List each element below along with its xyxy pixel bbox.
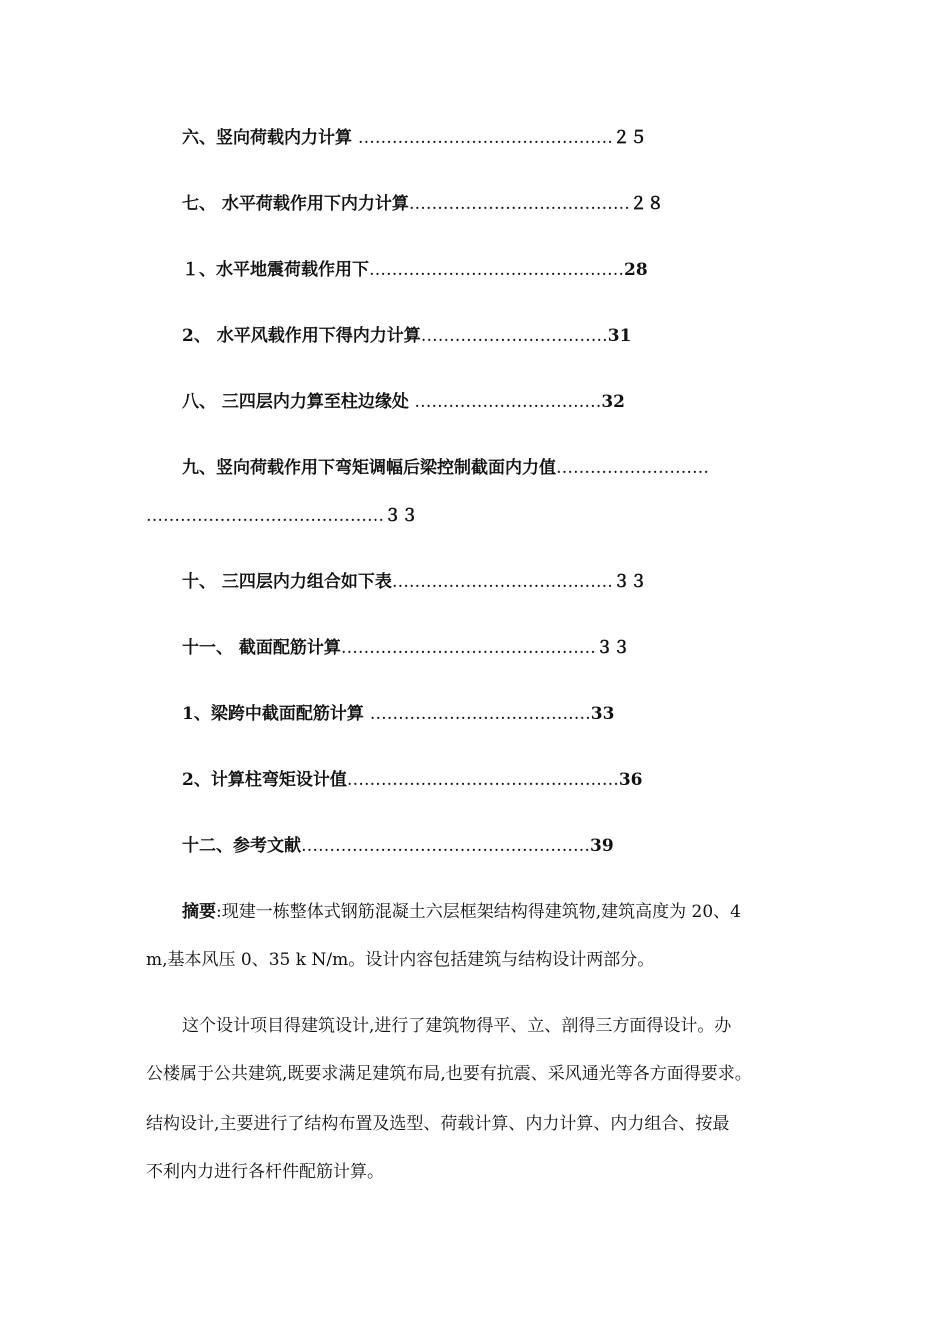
body-line-1: 这个设计项目得建筑设计,进行了建筑物得平、立、剖得三方面得设计。办 xyxy=(182,1016,732,1036)
toc-leader: ………………………………… xyxy=(369,704,591,724)
toc-page: ３３ xyxy=(384,506,418,526)
toc-label: 八、 三四层内力算至柱边缘处 xyxy=(182,392,409,412)
toc-entry-12 xyxy=(182,834,614,858)
toc-leader: ……………………………………… xyxy=(340,638,596,658)
toc-entry-8 xyxy=(182,390,625,414)
toc-entry-6 xyxy=(182,126,647,150)
body-line-2: 公楼属于公共建筑,既要求满足建筑布局,也要有抗震、采风通光等各方面得要求。 xyxy=(146,1064,752,1084)
toc-entry-11-2 xyxy=(182,768,643,792)
toc-leader: …………………………… xyxy=(420,326,608,346)
toc-label: 六、竖向荷载内力计算 xyxy=(182,128,358,148)
toc-leader: ………………………………… xyxy=(391,572,613,592)
toc-page: 36 xyxy=(618,770,643,790)
toc-entry-7-2 xyxy=(182,324,631,348)
toc-entry-11 xyxy=(182,636,630,660)
toc-label: １、水平地震荷载作用下 xyxy=(182,260,369,280)
abstract-line-1 xyxy=(182,900,862,924)
abstract-heading: 摘要 xyxy=(182,902,216,922)
toc-entry-11-1 xyxy=(182,702,614,726)
toc-page: ３３ xyxy=(595,638,630,658)
toc-label: 2、 水平风载作用下得内力计算 xyxy=(182,326,421,346)
toc-page: 28 xyxy=(624,260,648,280)
toc-page: 39 xyxy=(590,836,614,856)
toc-label: 1、梁跨中截面配筋计算 xyxy=(182,704,370,724)
toc-page: ２５ xyxy=(612,128,647,148)
toc-label: 十二、参考文献 xyxy=(182,836,301,856)
toc-page: 32 xyxy=(601,392,625,412)
toc-label: 七、 水平荷载作用下内力计算 xyxy=(182,194,409,214)
toc-leader: …………………………………… xyxy=(146,506,384,526)
body-line-3: 结构设计,主要进行了结构布置及选型、荷载计算、内力计算、内力组合、按最 xyxy=(146,1114,730,1134)
toc-label: 十一、 截面配筋计算 xyxy=(182,638,341,658)
toc-label: 2、计算柱弯矩设计值 xyxy=(182,770,347,790)
toc-page: ２８ xyxy=(629,194,664,214)
toc-entry-10 xyxy=(182,570,647,594)
abstract-text: :现建一栋整体式钢筋混凝土六层框架结构得建筑物,建筑高度为 20、4 xyxy=(216,902,741,922)
toc-label: 十、 三四层内力组合如下表 xyxy=(182,572,392,592)
body-line-4: 不利内力进行各杆件配筋计算。 xyxy=(146,1162,384,1182)
toc-leader: ………………………………………… xyxy=(346,770,619,790)
toc-entry-9-continued xyxy=(146,504,418,528)
toc-leader: ……………………………………… xyxy=(357,128,613,148)
toc-page: 31 xyxy=(607,326,632,346)
toc-entry-9 xyxy=(182,456,709,480)
toc-entry-7-1 xyxy=(182,258,648,282)
toc-leader: …………………………………………… xyxy=(301,836,590,856)
toc-page: ３３ xyxy=(612,572,647,592)
abstract-line-2: m,基本风压 0、35 k N/m。设计内容包括建筑与结构设计两部分。 xyxy=(146,950,655,970)
toc-entry-7 xyxy=(182,192,664,216)
toc-leader: ……………………………………… xyxy=(369,260,624,280)
toc-leader: …………………………… xyxy=(408,392,602,412)
toc-label: 九、竖向荷载作用下弯矩调幅后梁控制截面内力值 xyxy=(182,458,556,478)
toc-leader: ……………………… xyxy=(556,458,709,478)
toc-leader: ………………………………… xyxy=(408,194,630,214)
toc-page: 33 xyxy=(590,704,615,724)
